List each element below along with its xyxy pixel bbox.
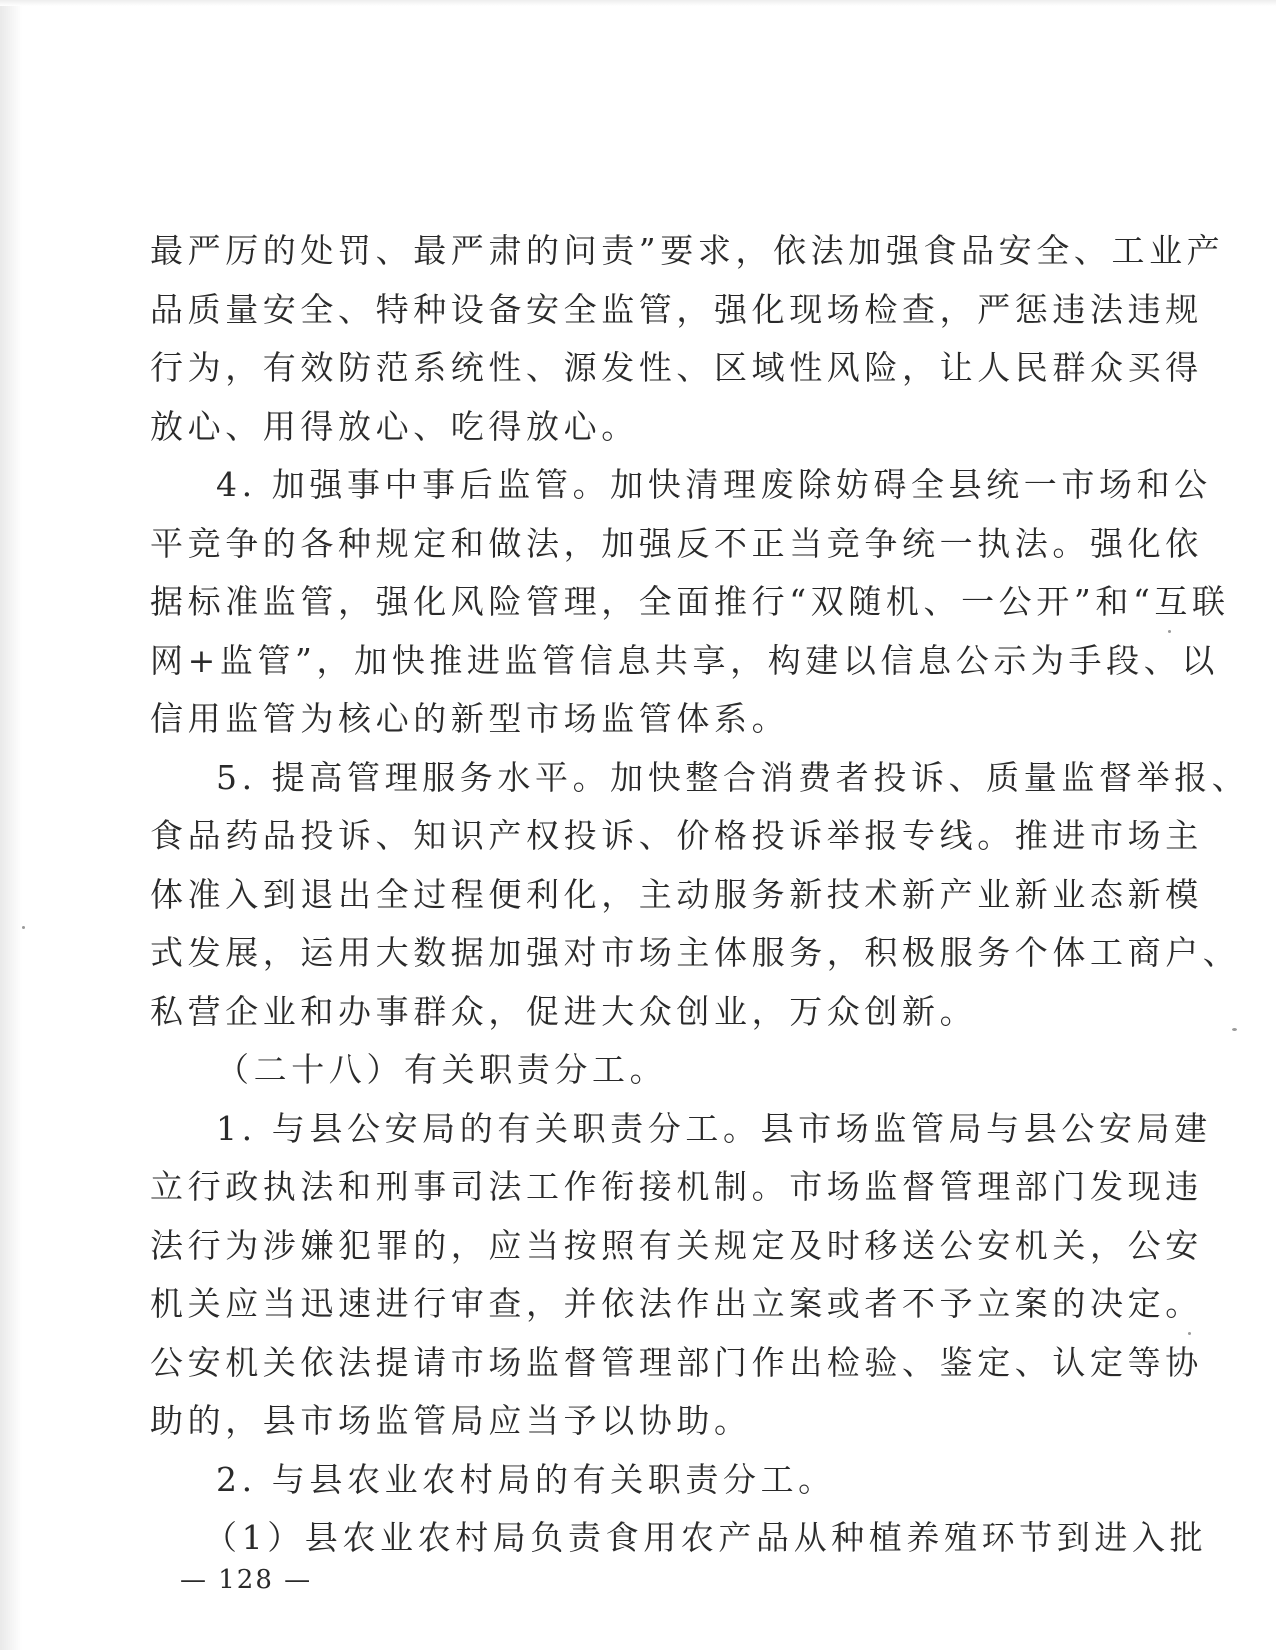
text-line: 体准入到退出全过程便利化，主动服务新技术新产业新业态新模 xyxy=(150,874,1203,914)
text-line: 品质量安全、特种设备安全监管，强化现场检查，严惩违法违规 xyxy=(150,289,1203,329)
page-number: — 128 — xyxy=(180,1565,313,1595)
text-line: 立行政执法和刑事司法工作衔接机制。市场监督管理部门发现违 xyxy=(150,1167,1203,1206)
text-line: 放心、用得放心、吃得放心。 xyxy=(150,406,639,446)
text-line: 食品药品投诉、知识产权投诉、价格投诉举报专线。推进市场主 xyxy=(150,816,1203,855)
text-line: 私营企业和办事群众，促进大众创业，万众创新。 xyxy=(150,991,978,1031)
scan-speck xyxy=(22,926,25,929)
text-line: 信用监管为核心的新型市场监管体系。 xyxy=(150,699,790,738)
scan-edge-left xyxy=(0,0,22,1650)
text-line: 助的，县市场监管局应当予以协助。 xyxy=(150,1401,752,1440)
text-line: 式发展，运用大数据加强对市场主体服务，积极服务个体工商户、 xyxy=(150,933,1241,972)
text-line: 据标准监管，强化风险管理，全面推行“双随机、一公开”和“互联 xyxy=(150,582,1230,621)
text-line: 法行为涉嫌犯罪的，应当按照有关规定及时移送公安机关，公安 xyxy=(150,1225,1203,1265)
scan-speck xyxy=(1188,1332,1191,1335)
document-body xyxy=(150,222,1250,1568)
text-line: 5. 提高管理服务水平。加快整合消费者投诉、质量监督举报、 xyxy=(216,757,1250,797)
text-line: 网+监管”，加快推进监管信息共享，构建以信息公示为手段、以 xyxy=(150,640,1219,680)
text-line: 4. 加强事中事后监管。加快清理废除妨碍全县统一市场和公 xyxy=(216,465,1212,504)
text-line: 1. 与县公安局的有关职责分工。县市场监管局与县公安局建 xyxy=(216,1108,1212,1148)
text-line: 机关应当迅速进行审查，并依法作出立案或者不予立案的决定。 xyxy=(150,1284,1203,1323)
section-heading: （二十八）有关职责分工。 xyxy=(216,1050,668,1089)
text-line: 行为，有效防范系统性、源发性、区域性风险，让人民群众买得 xyxy=(150,348,1203,387)
text-line: （1）县农业农村局负责食用农产品从种植养殖环节到进入批 xyxy=(204,1518,1208,1557)
text-line: 平竞争的各种规定和做法，加强反不正当竞争统一执法。强化依 xyxy=(150,523,1203,563)
text-line: 公安机关依法提请市场监督管理部门作出检验、鉴定、认定等协 xyxy=(150,1342,1203,1382)
scan-speck xyxy=(1232,1028,1237,1031)
text-line: 2. 与县农业农村局的有关职责分工。 xyxy=(216,1459,836,1499)
scan-edge-top xyxy=(0,0,1276,6)
scan-speck xyxy=(1168,630,1171,633)
text-line: 最严厉的处罚、最严肃的问责”要求，依法加强食品安全、工业产 xyxy=(150,231,1225,270)
